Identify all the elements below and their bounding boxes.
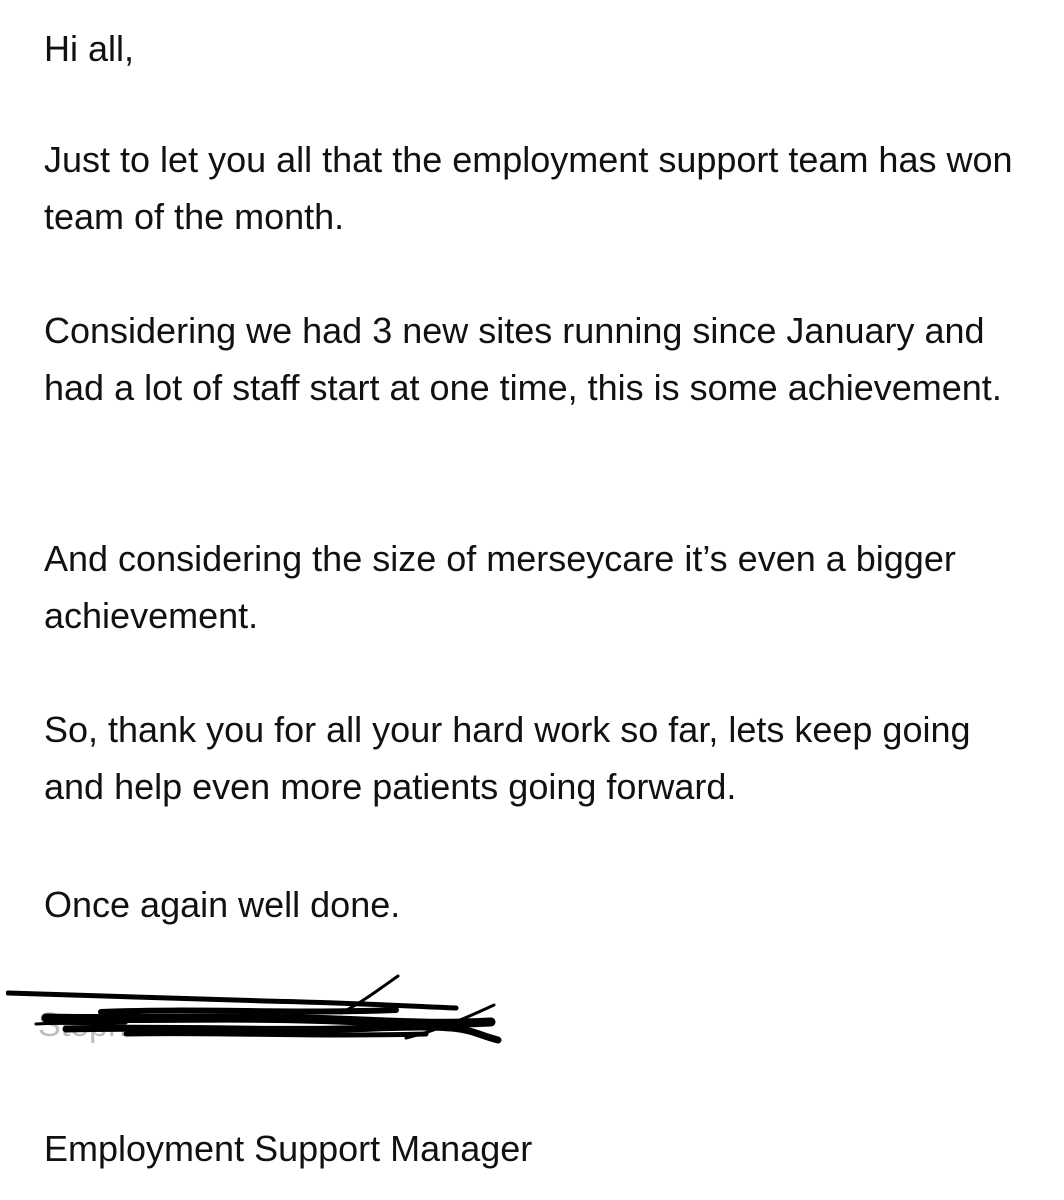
signature-fragment: Steph bbox=[38, 1006, 127, 1044]
greeting: Hi all, bbox=[44, 28, 135, 69]
paragraph-thank-you: So, thank you for all your hard work so far, lets keep going and help even more patients going forward. bbox=[44, 709, 971, 807]
paragraph-announcement: Just to let you all that the employment support team has won team of the month. bbox=[44, 139, 1013, 237]
redaction-scribble bbox=[6, 968, 506, 1050]
signer-job-title: Employment Support Manager bbox=[44, 1128, 533, 1169]
closing-line: Once again well done. bbox=[44, 884, 401, 925]
paragraph-new-sites: Considering we had 3 new sites running since January and had a lot of staff start at one time, this is some achievement. bbox=[44, 310, 1002, 408]
paragraph-organisation-size: And considering the size of merseycare it’s even a bigger achievement. bbox=[44, 538, 956, 636]
redacted-signature bbox=[6, 968, 506, 1050]
